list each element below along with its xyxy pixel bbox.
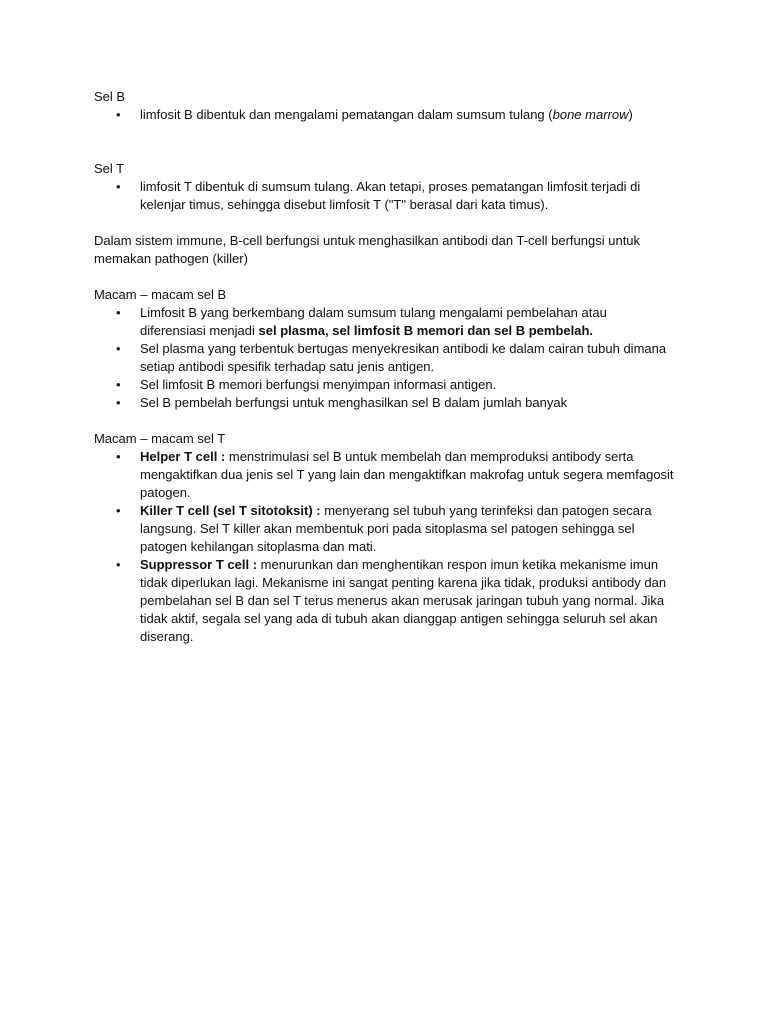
heading-sel-b: Sel B — [94, 89, 126, 104]
list-item-killer — [140, 502, 674, 556]
list-item-helper — [140, 448, 674, 502]
item-text: limfosit B dibentuk dan mengalami pematangan dalam sumsum tulang ( — [140, 107, 553, 122]
item-italic-text: bone marrow — [552, 107, 629, 122]
list-macam-sel-b — [94, 304, 674, 412]
list-item: • Sel limfosit B memori berfungsi menyimpan informasi antigen. — [140, 376, 674, 394]
heading-sel-t: Sel T — [94, 161, 125, 176]
item-bold-text: Helper T cell : — [140, 449, 226, 464]
item-text: ) — [628, 107, 633, 122]
list-sel-t — [94, 178, 674, 214]
heading-macam-sel-t: Macam – macam sel T — [94, 431, 226, 446]
list-item: • limfosit T dibentuk di sumsum tulang. Akan tetapi, proses pematangan limfosit terjadi di kelenjar timus, sehingga disebut limfosit T ("T" berasal dari kata timus). — [140, 178, 674, 214]
document-body — [94, 88, 674, 646]
item-text: . — [589, 323, 594, 338]
item-text: menurunkan dan menghentikan respon imun ketika mekanisme imun tidak diperlukan lagi. Mekanisme ini sangat penting karena jika tidak, produksi antibody dan pembelahan sel B dan sel T terus menerus akan merusak jaringan tubuh yang normal. Jika tidak aktif, segala sel yang ada di tubuh akan dianggap antigen sehingga seluruh sel akan diserang. — [140, 557, 667, 644]
list-item — [140, 106, 674, 124]
list-item — [140, 304, 674, 340]
list-macam-sel-t — [94, 448, 674, 646]
item-text: Limfosit B yang berkembang dalam sumsum tulang mengalami pembelahan atau diferensiasi menjadi — [140, 305, 607, 338]
item-bold-text: sel plasma, sel limfosit B memori dan sel B pembelah — [258, 323, 590, 338]
item-bold-text: Suppressor T cell : — [140, 557, 258, 572]
list-item: • Sel B pembelah berfungsi untuk menghasilkan sel B dalam jumlah banyak — [140, 394, 674, 412]
paragraph-immune: Dalam sistem immune, B-cell berfungsi untuk menghasilkan antibodi dan T-cell berfungsi untuk memakan pathogen (killer) — [94, 233, 641, 266]
list-sel-b — [94, 106, 674, 124]
item-text: menstrimulasi sel B untuk membelah dan memproduksi antibody serta mengaktifkan dua jenis sel T yang lain dan mengaktifkan makrofag untuk segera memfagosit patogen. — [140, 449, 674, 500]
item-text: menyerang sel tubuh yang terinfeksi dan patogen secara langsung. Sel T killer akan membentuk pori pada sitoplasma sel patogen sehingga sel patogen kehilangan sitoplasma dan mati. — [140, 503, 652, 554]
list-item: • Sel plasma yang terbentuk bertugas menyekresikan antibodi ke dalam cairan tubuh dimana setiap antibodi spesifik terhadap satu jenis antigen. — [140, 340, 674, 376]
heading-macam-sel-b: Macam – macam sel B — [94, 287, 227, 302]
item-bold-text: Killer T cell (sel T sitotoksit) : — [140, 503, 321, 518]
list-item-suppressor — [140, 556, 674, 646]
